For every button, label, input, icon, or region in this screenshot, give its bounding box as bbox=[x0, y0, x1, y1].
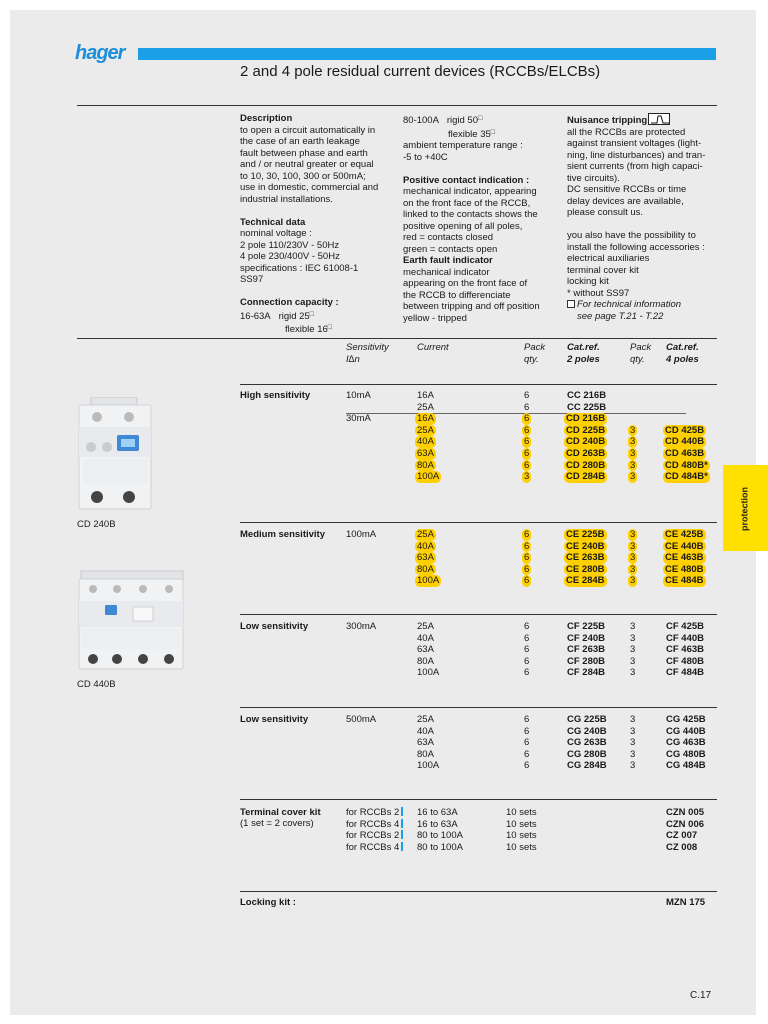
pack-qty-2-pole: 6 bbox=[524, 540, 530, 552]
current-value: 100A bbox=[417, 667, 440, 679]
cat-ref-2-pole: CC 225B bbox=[567, 401, 607, 413]
nuisance-column bbox=[567, 113, 705, 322]
terminal-range: 16 to 63A bbox=[417, 807, 458, 818]
cat-ref-4-pole: CE 484B bbox=[665, 575, 704, 587]
divider bbox=[240, 614, 717, 615]
current-value: 40A bbox=[417, 632, 434, 644]
sensitivity-value: 10mA bbox=[346, 390, 371, 401]
connection-line-2: flexible 16□ bbox=[285, 324, 333, 335]
pack-qty-2-pole: 6 bbox=[524, 459, 530, 471]
header-4-poles: 4 poles bbox=[666, 354, 699, 365]
see-page-line: see page T.21 - T.22 bbox=[577, 310, 664, 322]
header-catref-2: Cat.ref. bbox=[567, 342, 600, 353]
pack-qty-2-pole: 6 bbox=[524, 424, 530, 436]
header-bar bbox=[138, 48, 716, 60]
technical-line: specifications : IEC 61008-1 bbox=[240, 262, 359, 274]
current-value: 25A bbox=[417, 621, 434, 632]
cat-ref-2-pole: CG 240B bbox=[567, 725, 607, 737]
positive-contact-line: linked to the contacts shows the bbox=[403, 209, 538, 220]
pack-qty-2-pole: 6 bbox=[524, 667, 530, 679]
product-caption-2-pole: CD 240B bbox=[77, 519, 116, 530]
nuisance-text bbox=[567, 127, 705, 219]
pack-qty-4-pole: 3 bbox=[630, 621, 636, 632]
header-catref-4: Cat.ref. bbox=[666, 342, 699, 353]
pack-qty-2-pole: 6 bbox=[524, 413, 530, 425]
accessory-line: install the following accessories : bbox=[567, 241, 705, 253]
current-value: 63A bbox=[417, 552, 434, 564]
rccb-4-pole-image bbox=[77, 569, 187, 677]
terminal-range: 16 to 63A bbox=[417, 818, 458, 830]
pack-qty-2-pole: 6 bbox=[524, 552, 530, 564]
connection-line-1: 16-63A rigid 25□ bbox=[240, 310, 314, 322]
pack-qty-2-pole: 6 bbox=[524, 563, 530, 575]
cat-ref-2-pole: CE 225B bbox=[566, 529, 605, 540]
nuisance-line: tive circuits). bbox=[567, 172, 620, 184]
nuisance-line: all the RCCBs are protected bbox=[567, 126, 686, 138]
pack-qty-4-pole: 3 bbox=[630, 725, 636, 737]
terminal-for: for RCCBs 4 bbox=[346, 819, 403, 831]
divider bbox=[240, 799, 717, 800]
header-idn: I∆n bbox=[346, 354, 360, 365]
current-value: 80A bbox=[417, 459, 434, 471]
protection-tab[interactable]: protection bbox=[723, 465, 768, 551]
cat-ref-2-pole: CE 263B bbox=[566, 552, 605, 564]
earth-fault-line: appearing on the front face of bbox=[403, 278, 528, 289]
pack-qty-4-pole: 3 bbox=[630, 563, 636, 575]
current-value: 80A bbox=[417, 748, 434, 760]
cat-ref-4-pole: CE 425B bbox=[665, 529, 704, 540]
cat-ref-4-pole: CF 484B bbox=[666, 667, 705, 679]
cat-ref-4-pole: CG 480B bbox=[666, 748, 706, 760]
terminal-for: for RCCBs 4 bbox=[346, 842, 403, 854]
current-value: 25A bbox=[417, 714, 434, 725]
terminal-for: for RCCBs 2 bbox=[346, 830, 403, 842]
nuisance-line: ning, line disturbances) and tran- bbox=[567, 149, 706, 161]
header-2-poles: 2 poles bbox=[567, 354, 600, 365]
nuisance-heading: Nuisance tripping bbox=[567, 115, 648, 126]
positive-contact-line: on the front face of the RCCB, bbox=[403, 197, 531, 209]
divider bbox=[240, 891, 717, 892]
pack-qty-4-pole: 3 bbox=[630, 655, 636, 667]
pole-marker-icon bbox=[401, 807, 403, 816]
pack-qty-2-pole: 6 bbox=[524, 714, 530, 725]
nuisance-heading-line bbox=[567, 113, 705, 127]
pack-qty-4-pole: 3 bbox=[630, 714, 636, 725]
pack-qty-2-pole: 6 bbox=[524, 529, 530, 540]
pack-qty-4-pole: 3 bbox=[630, 436, 636, 448]
earth-fault-line: between tripping and off position bbox=[403, 301, 540, 312]
header-sensitivity: Sensitivity bbox=[346, 342, 389, 353]
medium-sensitivity-label: Medium sensitivity bbox=[240, 529, 325, 540]
sensitivity-value: 30mA bbox=[346, 413, 371, 425]
cat-ref-2-pole: CE 280B bbox=[566, 563, 605, 575]
header-qty-2: qty. bbox=[524, 354, 539, 365]
current-value: 40A bbox=[417, 436, 434, 448]
rccb-2-pole-image bbox=[77, 397, 157, 517]
description-line: industrial installations. bbox=[240, 193, 333, 205]
technical-line: SS97 bbox=[240, 274, 264, 285]
cat-ref-2-pole: CE 284B bbox=[566, 575, 605, 587]
current-value: 63A bbox=[417, 737, 434, 749]
current-value: 63A bbox=[417, 448, 434, 459]
positive-contact-line: green = contacts open bbox=[403, 243, 498, 255]
pole-marker-icon bbox=[401, 842, 403, 851]
terminal-range: 80 to 100A bbox=[417, 841, 463, 853]
cat-ref-4-pole: CE 440B bbox=[665, 540, 704, 552]
sensitivity-value: 500mA bbox=[346, 714, 377, 725]
header-current: Current bbox=[417, 342, 449, 353]
positive-contact-line: positive opening of all poles, bbox=[403, 220, 523, 232]
low-sensitivity-500-label: Low sensitivity bbox=[240, 714, 309, 725]
cat-ref-2-pole: CF 284B bbox=[567, 667, 606, 679]
pack-qty-4-pole: 3 bbox=[630, 471, 636, 483]
pack-qty-4-pole: 3 bbox=[630, 667, 636, 679]
cat-ref-2-pole: CG 225B bbox=[567, 714, 607, 725]
current-value: 100A bbox=[417, 760, 440, 772]
divider bbox=[240, 707, 717, 708]
terminal-qty: 10 sets bbox=[506, 807, 537, 818]
current-value: 40A bbox=[417, 540, 434, 552]
description-line: use in domestic, commercial and bbox=[240, 182, 379, 193]
terminal-ref: CZN 005 bbox=[666, 807, 705, 818]
current-value: 100A bbox=[417, 575, 440, 587]
divider bbox=[240, 522, 717, 523]
accessory-line: * without SS97 bbox=[567, 287, 630, 299]
cat-ref-4-pole: CF 480B bbox=[666, 655, 705, 667]
current-value: 63A bbox=[417, 644, 434, 656]
cat-ref-4-pole: CD 440B bbox=[665, 436, 705, 448]
nuisance-line: DC sensitive RCCBs or time bbox=[567, 184, 687, 195]
pack-qty-2-pole: 6 bbox=[524, 655, 530, 667]
current-value: 25A bbox=[417, 529, 434, 540]
description-line: to 10, 30, 100, 300 or 500mA; bbox=[240, 170, 366, 182]
tech-info-line: For technical information bbox=[567, 299, 705, 311]
terminal-cover-sub: (1 set = 2 covers) bbox=[240, 818, 314, 829]
cat-ref-2-pole: CD 284B bbox=[566, 471, 606, 483]
cat-ref-4-pole: CD 480B* bbox=[665, 459, 708, 471]
divider bbox=[240, 384, 717, 385]
cat-ref-4-pole: CG 484B bbox=[666, 760, 706, 772]
pack-qty-2-pole: 6 bbox=[524, 575, 530, 587]
connection-heading: Connection capacity : bbox=[240, 297, 339, 308]
accessory-line: you also have the possibility to bbox=[567, 230, 696, 241]
product-caption-4-pole: CD 440B bbox=[77, 679, 116, 690]
terminal-ref: CZN 006 bbox=[666, 818, 705, 830]
header-pack-4: Pack bbox=[630, 342, 652, 353]
earth-fault-line: the RCCB to differenciate bbox=[403, 289, 511, 301]
pack-qty-4-pole: 3 bbox=[630, 737, 636, 749]
cat-ref-4-pole: CD 463B bbox=[665, 448, 705, 459]
flexible-line: flexible 35□ bbox=[448, 128, 496, 140]
pack-qty-4-pole: 3 bbox=[630, 529, 636, 540]
locking-kit-ref: MZN 175 bbox=[666, 897, 706, 908]
terminal-qty: 10 sets bbox=[506, 830, 537, 842]
description-column bbox=[240, 113, 378, 336]
technical-line: 2 pole 110/230V - 50Hz bbox=[240, 239, 340, 251]
terminal-ref: CZ 007 bbox=[666, 830, 698, 842]
nuisance-line: delay devices are available, bbox=[567, 195, 684, 207]
page-number: C.17 bbox=[690, 990, 712, 1001]
pole-marker-icon bbox=[401, 819, 403, 828]
technical-heading: Technical data bbox=[240, 216, 306, 228]
cat-ref-2-pole: CD 225B bbox=[566, 424, 606, 436]
terminal-qty: 10 sets bbox=[506, 841, 537, 853]
cat-ref-2-pole: CD 216B bbox=[566, 413, 606, 425]
cat-ref-4-pole: CD 484B* bbox=[665, 471, 708, 483]
pack-qty-2-pole: 6 bbox=[524, 448, 530, 459]
nuisance-line: sient currents (from high capaci- bbox=[567, 161, 703, 172]
pack-qty-4-pole: 3 bbox=[630, 424, 636, 436]
rigid-line: 80-100A rigid 50□ bbox=[403, 115, 483, 126]
cat-ref-2-pole: CF 263B bbox=[567, 644, 606, 656]
current-value: 80A bbox=[417, 655, 434, 667]
header-qty-4: qty. bbox=[630, 354, 645, 365]
terminal-range: 80 to 100A bbox=[417, 830, 463, 842]
current-value: 25A bbox=[417, 424, 434, 436]
pack-qty-4-pole: 3 bbox=[630, 644, 636, 656]
current-value: 16A bbox=[417, 390, 434, 401]
earth-fault-heading: Earth fault indicator bbox=[403, 255, 493, 266]
positive-contact-heading: Positive contact indication : bbox=[403, 174, 530, 186]
sensitivity-value: 100mA bbox=[346, 529, 377, 540]
pack-qty-4-pole: 3 bbox=[630, 748, 636, 760]
accessory-line: terminal cover kit bbox=[567, 264, 639, 276]
current-value: 80A bbox=[417, 563, 434, 575]
pack-qty-2-pole: 6 bbox=[524, 621, 530, 632]
nuisance-line: against transient voltages (light- bbox=[567, 138, 702, 149]
cat-ref-2-pole: CF 225B bbox=[567, 621, 606, 632]
pole-marker-icon bbox=[401, 830, 403, 839]
description-text bbox=[240, 125, 378, 206]
cat-ref-4-pole: CG 440B bbox=[666, 725, 706, 737]
cat-ref-2-pole: CE 240B bbox=[566, 540, 605, 552]
cat-ref-4-pole: CG 425B bbox=[666, 714, 706, 725]
low-sensitivity-300-label: Low sensitivity bbox=[240, 621, 309, 632]
technical-line: nominal voltage : bbox=[240, 228, 312, 239]
pack-qty-2-pole: 3 bbox=[524, 471, 530, 483]
pack-qty-4-pole: 3 bbox=[630, 632, 636, 644]
current-value: 16A bbox=[417, 413, 434, 425]
cat-ref-2-pole: CG 284B bbox=[567, 760, 607, 772]
accessories-text bbox=[567, 230, 705, 299]
description-line: fault between phase and earth bbox=[240, 147, 368, 159]
pack-qty-4-pole: 3 bbox=[630, 540, 636, 552]
current-value: 40A bbox=[417, 725, 434, 737]
terminal-ref: CZ 008 bbox=[666, 841, 698, 853]
pack-qty-4-pole: 3 bbox=[630, 459, 636, 471]
cat-ref-2-pole: CC 216B bbox=[567, 390, 607, 401]
accessory-line: electrical auxiliaries bbox=[567, 253, 650, 264]
earth-fault-line: yellow - tripped bbox=[403, 312, 467, 324]
current-value: 25A bbox=[417, 401, 434, 413]
cat-ref-2-pole: CF 240B bbox=[567, 632, 606, 644]
sensitivity-value: 300mA bbox=[346, 621, 377, 632]
cat-ref-2-pole: CD 280B bbox=[566, 459, 606, 471]
cat-ref-4-pole: CF 463B bbox=[666, 644, 705, 656]
accessory-line: locking kit bbox=[567, 276, 609, 287]
terminal-cover-label: Terminal cover kit bbox=[240, 807, 321, 818]
ambient-label: ambient temperature range : bbox=[403, 140, 523, 151]
positive-contact-text bbox=[403, 186, 540, 255]
divider bbox=[77, 338, 717, 339]
pack-qty-4-pole: 3 bbox=[630, 448, 636, 459]
indication-column bbox=[403, 113, 540, 324]
divider bbox=[77, 105, 717, 106]
cat-ref-2-pole: CD 240B bbox=[566, 436, 606, 448]
cat-ref-2-pole: CG 263B bbox=[567, 737, 607, 749]
hager-logo: hager bbox=[75, 42, 125, 64]
terminal-qty: 10 sets bbox=[506, 818, 537, 830]
cat-ref-4-pole: CF 425B bbox=[666, 621, 705, 632]
cat-ref-4-pole: CE 480B bbox=[665, 563, 704, 575]
positive-contact-line: mechanical indicator, appearing bbox=[403, 186, 537, 197]
cat-ref-2-pole: CG 280B bbox=[567, 748, 607, 760]
technical-text bbox=[240, 228, 378, 286]
pack-qty-2-pole: 6 bbox=[524, 436, 530, 448]
cat-ref-4-pole: CF 440B bbox=[666, 632, 705, 644]
pack-qty-4-pole: 3 bbox=[630, 575, 636, 587]
cat-ref-4-pole: CG 463B bbox=[666, 737, 706, 749]
technical-line: 4 pole 230/400V - 50Hz bbox=[240, 251, 340, 262]
earth-fault-text bbox=[403, 267, 540, 325]
description-line: and / or neutral greater or equal bbox=[240, 159, 374, 170]
cat-ref-4-pole: CE 463B bbox=[665, 552, 704, 564]
ambient-range: -5 to +40C bbox=[403, 151, 448, 163]
terminal-for: for RCCBs 2 bbox=[346, 807, 403, 819]
pack-qty-2-pole: 6 bbox=[524, 644, 530, 656]
description-heading: Description bbox=[240, 113, 293, 124]
pack-qty-2-pole: 6 bbox=[524, 748, 530, 760]
description-line: the case of an earth leakage bbox=[240, 136, 360, 147]
pack-qty-4-pole: 3 bbox=[630, 760, 636, 772]
pack-qty-2-pole: 6 bbox=[524, 725, 530, 737]
nuisance-line: please consult us. bbox=[567, 207, 644, 218]
header-pack-2: Pack bbox=[524, 342, 546, 353]
current-value: 100A bbox=[417, 471, 440, 483]
high-sensitivity-label: High sensitivity bbox=[240, 390, 311, 401]
pack-qty-2-pole: 6 bbox=[524, 760, 530, 772]
page-title: 2 and 4 pole residual current devices (RCCBs/ELCBs) bbox=[240, 63, 601, 80]
pack-qty-2-pole: 6 bbox=[524, 390, 530, 401]
pack-qty-4-pole: 3 bbox=[630, 552, 636, 564]
checkbox-icon bbox=[567, 300, 575, 308]
row-divider bbox=[346, 413, 686, 414]
earth-fault-line: mechanical indicator bbox=[403, 266, 490, 278]
positive-contact-line: red = contacts closed bbox=[403, 232, 494, 243]
pulse-icon bbox=[648, 113, 670, 125]
pack-qty-2-pole: 6 bbox=[524, 632, 530, 644]
locking-kit-label: Locking kit : bbox=[240, 897, 296, 908]
cat-ref-4-pole: CD 425B bbox=[665, 424, 705, 436]
description-line: to open a circuit automatically in bbox=[240, 124, 376, 136]
pack-qty-2-pole: 6 bbox=[524, 737, 530, 749]
pack-qty-2-pole: 6 bbox=[524, 401, 530, 413]
cat-ref-2-pole: CD 263B bbox=[566, 448, 606, 459]
cat-ref-2-pole: CF 280B bbox=[567, 655, 606, 667]
